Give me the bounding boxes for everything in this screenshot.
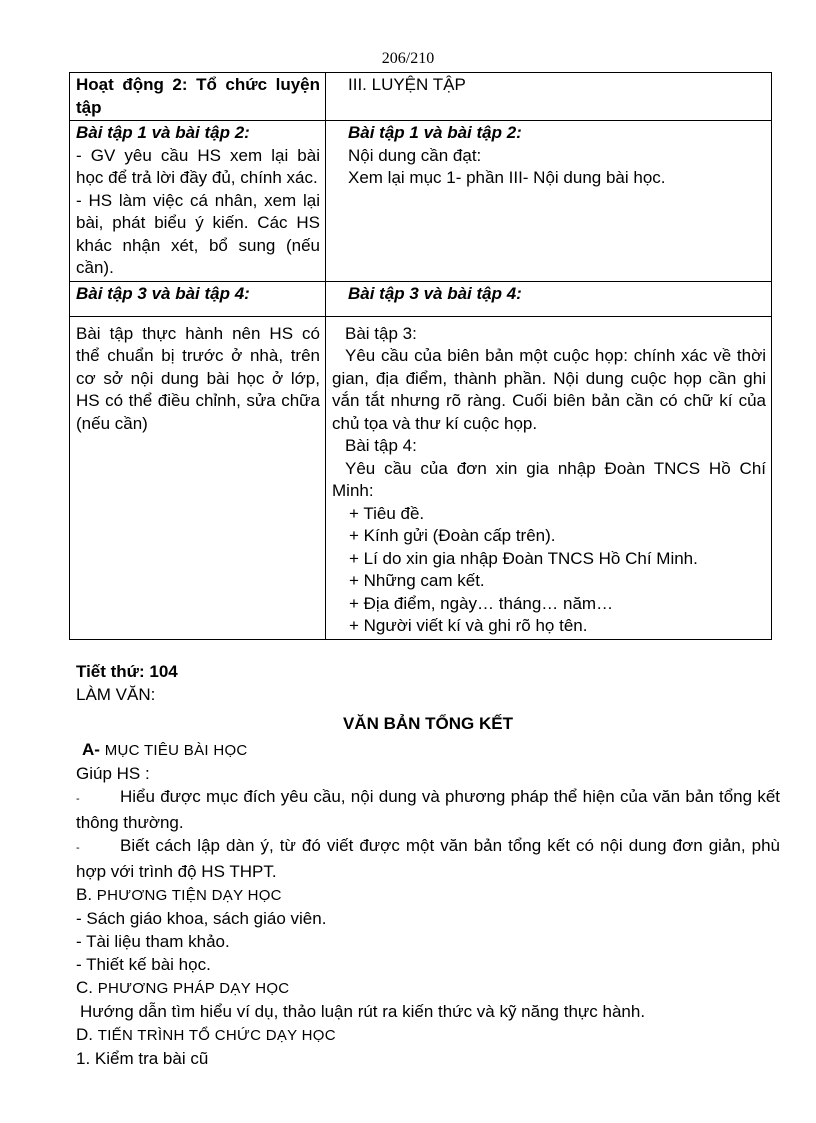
list-item: - Tài liệu tham khảo. bbox=[76, 932, 230, 951]
section-c-heading bbox=[76, 976, 780, 1000]
list-item: + Những cam kết. bbox=[349, 571, 485, 590]
table-row bbox=[70, 73, 772, 121]
cell-line: Nội dung cần đạt: bbox=[348, 145, 482, 165]
bt3-text: Yêu cầu của biên bản một cuộc họp: chính xác về thời gian, địa điểm, thành phần. Nội dung cuộc họp cần ghi vắn tắt nhưng rõ ràng. Cuối biên bản cần có chữ kí của chủ tọa và thư kí cuộc họp. bbox=[332, 346, 766, 433]
help-label: Giúp HS : bbox=[76, 764, 150, 783]
exercise-3-4-teacher-cell: Bài tập thực hành nên HS có thể chuẩn bị trước ở nhà, trên cơ sở nội dung bài học ở lớp, HS có thể điều chỉnh, sửa chữa (nếu cần) bbox=[70, 316, 326, 639]
list-item: + Lí do xin gia nhập Đoàn TNCS Hồ Chí Minh. bbox=[349, 548, 698, 568]
cell-line: - GV yêu cầu HS xem lại bài học để trả lời đầy đủ, chính xác. bbox=[76, 145, 320, 187]
objective-2 bbox=[76, 834, 780, 883]
cell-title: Bài tập 1 và bài tập 2: bbox=[76, 123, 250, 142]
section-a-heading bbox=[76, 738, 780, 762]
cell-line: - HS làm việc cá nhân, xem lại bài, phát biểu ý kiến. Các HS khác nhận xét, bổ sung (nếu cần). bbox=[76, 190, 320, 277]
period-number: Tiết thứ: 104 bbox=[76, 662, 178, 681]
activity-heading: Hoạt động 2: Tổ chức luyện tập bbox=[70, 73, 326, 121]
list-item: + Kính gửi (Đoàn cấp trên). bbox=[349, 526, 556, 545]
list-item: - Sách giáo khoa, sách giáo viên. bbox=[76, 909, 327, 928]
list-item: - Thiết kế bài học. bbox=[76, 955, 211, 974]
section-prefix: D. bbox=[76, 1025, 93, 1044]
section-title: MỤC TIÊU BÀI HỌC bbox=[104, 742, 248, 759]
bullet-dash: - bbox=[76, 842, 80, 854]
list-item: + Người viết kí và ghi rõ họ tên. bbox=[349, 616, 588, 635]
table-row bbox=[70, 121, 772, 282]
activity-table bbox=[69, 72, 772, 640]
section-b-heading bbox=[76, 883, 780, 907]
objective-text: Biết cách lập dàn ý, từ đó viết được một văn bản tổng kết có nội dung đơn giản, phù hợp với trình độ HS THPT. bbox=[76, 836, 780, 881]
exercise-1-2-teacher-cell bbox=[70, 121, 326, 282]
section-title: PHƯƠNG PHÁP DẠY HỌC bbox=[97, 980, 290, 997]
subject-label: LÀM VĂN: bbox=[76, 685, 156, 704]
exercise-3-4-title: Bài tập 3 và bài tập 4: bbox=[70, 281, 326, 316]
practice-heading: III. LUYỆN TẬP bbox=[326, 73, 772, 121]
exercise-1-2-content-cell bbox=[326, 121, 772, 282]
lesson-section bbox=[76, 660, 780, 1070]
cell-line: Xem lại mục 1- phần III- Nội dung bài học. bbox=[348, 168, 666, 187]
table-row bbox=[70, 281, 772, 316]
step-1: 1. Kiểm tra bài cũ bbox=[76, 1049, 209, 1068]
section-prefix: A- bbox=[82, 740, 100, 759]
lesson-title: VĂN BẢN TỔNG KẾT bbox=[343, 714, 513, 733]
objective-1 bbox=[76, 785, 780, 834]
method-text: Hướng dẫn tìm hiểu ví dụ, thảo luận rút ra kiến thức và kỹ năng thực hành. bbox=[80, 1002, 646, 1021]
exercise-3-4-title-right: Bài tập 3 và bài tập 4: bbox=[326, 281, 772, 316]
bt4-text: Yêu cầu của đơn xin gia nhập Đoàn TNCS Hồ Chí Minh: bbox=[332, 458, 766, 500]
page-number: 206/210 bbox=[381, 50, 435, 67]
list-item: + Tiêu đề. bbox=[349, 503, 425, 523]
section-prefix: C. bbox=[76, 978, 93, 997]
section-prefix: B. bbox=[76, 885, 93, 904]
table-row bbox=[70, 316, 772, 639]
cell-title: Bài tập 1 và bài tập 2: bbox=[348, 123, 522, 142]
bullet-dash: - bbox=[76, 793, 80, 805]
bt3-label: Bài tập 3: bbox=[345, 323, 417, 343]
section-d-heading bbox=[76, 1023, 780, 1047]
bt4-label: Bài tập 4: bbox=[345, 436, 417, 455]
list-item: + Địa điểm, ngày… tháng… năm… bbox=[349, 593, 614, 613]
exercise-3-4-content-cell bbox=[326, 316, 772, 639]
section-title: PHƯƠNG TIỆN DẠY HỌC bbox=[96, 887, 282, 904]
objective-text: Hiểu được mục đích yêu cầu, nội dung và phương pháp thể hiện của văn bản tổng kết thông thường. bbox=[76, 787, 780, 832]
section-title: TIẾN TRÌNH TỔ CHỨC DẠY HỌC bbox=[97, 1027, 336, 1044]
